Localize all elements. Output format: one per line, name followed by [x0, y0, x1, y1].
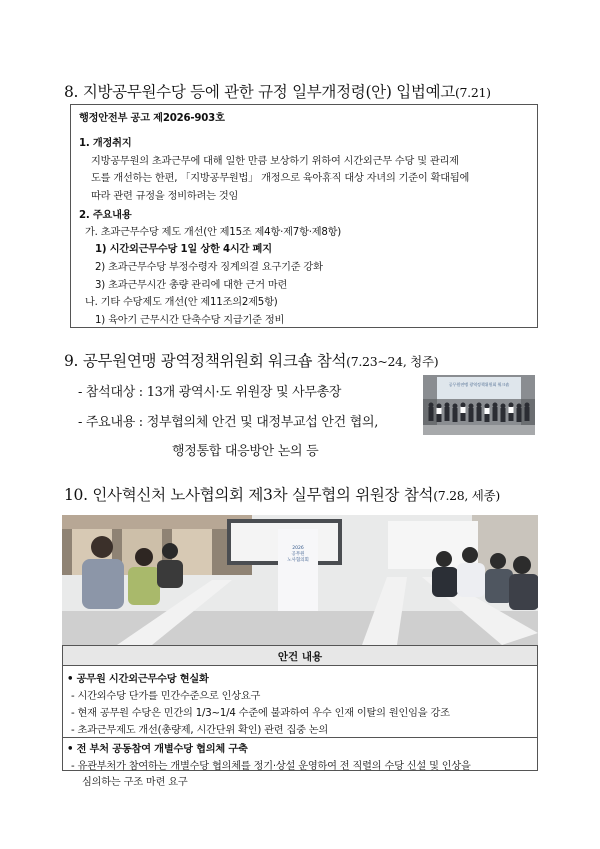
agenda-table: [62, 645, 538, 771]
banner-line-1: 2026: [292, 546, 304, 551]
purpose-line-2: 도를 개선하는 한편, 「지방공무원법」 개정으로 육아휴직 대상 자녀의 기준이 확대됨에: [91, 173, 470, 184]
section-8-date: (7.21): [454, 85, 491, 100]
agenda-table-header: [63, 646, 537, 666]
banner-line-3: 노사협의회: [287, 558, 309, 563]
notice-box: [70, 104, 538, 328]
agenda-item-1-line-1: - 시간외수당 단가를 민간수준으로 인상요구: [71, 691, 261, 702]
contents-ga: 가. 초과근무수당 제도 개선(안 제15조 제4항·제7항·제8항): [85, 227, 342, 238]
section-8-heading: [64, 80, 491, 102]
contents-ga-2: 2) 초과근무수당 부정수령자 징계의결 요구기준 강화: [95, 262, 323, 273]
agenda-item-1-line-2: - 현재 공무원 수당은 민간의 1/3~1/4 수준에 불과하여 우수 인재 이탈의 원인임을 강조: [71, 708, 450, 719]
notice-title: 행정안전부 공고 제2026-903호: [79, 113, 225, 124]
meeting-photo: [62, 515, 538, 645]
contents-na: 나. 기타 수당제도 개선(안 제11조의2제5항): [85, 297, 278, 308]
contents-ga-3: 3) 초과근무시간 총량 관리에 대한 근거 마련: [95, 280, 288, 291]
section-9-heading: [64, 349, 438, 371]
agenda-line-cont: 행정통합 대응방안 논의 등: [172, 444, 319, 459]
section-10-heading: [64, 483, 500, 505]
agenda-item-2-line-2: 심의하는 구조 마련 요구: [82, 777, 188, 788]
section-8-title: 8. 지방공무원수당 등에 관한 규정 일부개정령(안) 입법예고: [64, 83, 455, 101]
purpose-line-3: 따라 관련 규정을 정비하려는 것임: [91, 191, 239, 202]
attendees-line: - 참석대상 : 13개 광역시·도 위원장 및 사무총장: [78, 385, 342, 400]
agenda-table-header-label: 안건 내용: [277, 651, 323, 663]
contents-title: 2. 주요내용: [79, 210, 132, 221]
agenda-line: - 주요내용 : 정부협의체 안건 및 대정부교섭 안건 협의,: [78, 415, 379, 430]
workshop-banner: 공무원연맹 광역정책위원회 워크숍: [448, 382, 510, 387]
agenda-item-2-title: • 전 부처 공동참여 개별수당 협의체 구축: [67, 744, 248, 755]
agenda-divider: [63, 737, 537, 738]
section-9-date: (7.23~24, 청주): [346, 354, 439, 369]
section-10-title: 10. 인사혁신처 노사협의회 제3차 실무협의 위원장 참석: [64, 486, 434, 504]
purpose-title: 1. 개정취지: [79, 138, 132, 149]
section-10-date: (7.28, 세종): [433, 488, 500, 503]
contents-na-1: 1) 육아기 근무시간 단축수당 지급기준 정비: [95, 315, 285, 326]
workshop-photo: [423, 375, 535, 435]
contents-ga-1: 1) 시간외근무수당 1일 상한 4시간 폐지: [95, 244, 272, 255]
agenda-item-1-title: • 공무원 시간외근무수당 현실화: [67, 674, 209, 685]
agenda-item-2-line-1: - 유관부처가 참여하는 개별수당 협의체를 정기·상설 운영하여 전 직렬의 수당 신설 및 인상을: [71, 761, 471, 772]
agenda-item-1-line-3: - 초과근무제도 개선(총량제, 시간단위 확인) 관련 집중 논의: [71, 725, 329, 736]
purpose-line-1: 지방공무원의 초과근무에 대해 일한 만큼 보상하기 위하여 시간외근무 수당 및 관리제: [91, 156, 459, 167]
section-9-title: 9. 공무원연맹 광역정책위원회 워크숍 참석: [64, 352, 347, 370]
banner-line-2: 공무원: [291, 552, 305, 557]
